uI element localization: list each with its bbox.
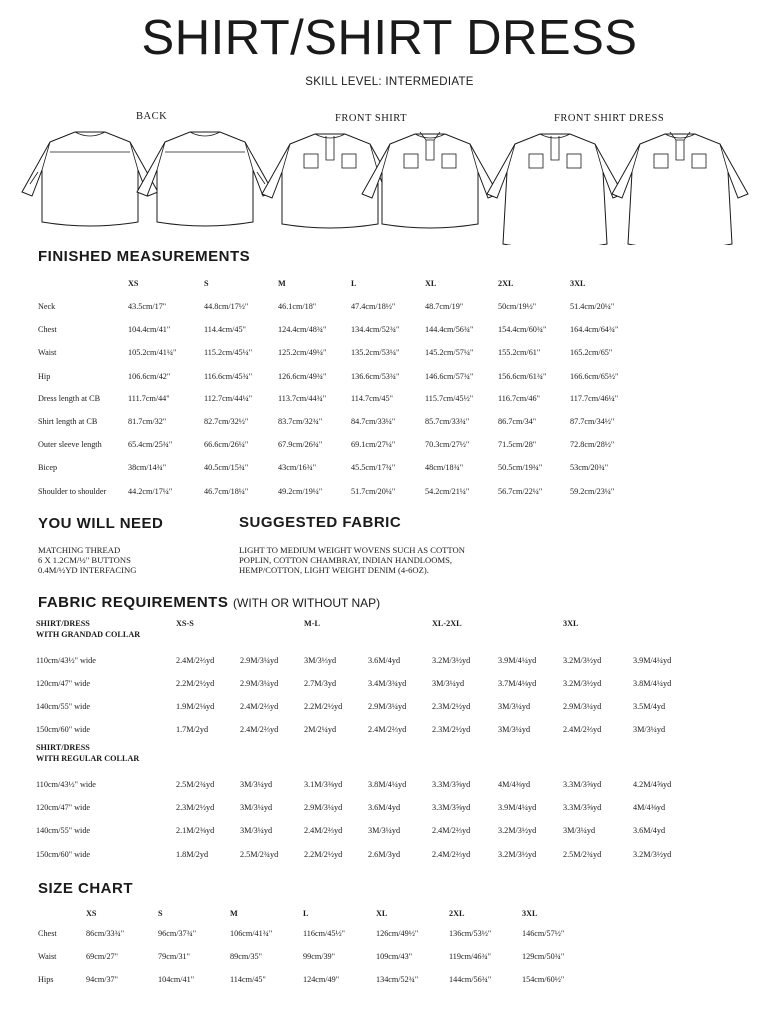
fabric-amount: 2M/2¼yd: [304, 725, 337, 734]
you-will-need-heading: YOU WILL NEED: [38, 515, 164, 532]
fabric-amount: 2.3M/2½yd: [432, 725, 471, 734]
fabric-width-label: 120cm/47" wide: [36, 679, 91, 688]
fabric-amount: 2.4M/2⅔yd: [176, 656, 215, 665]
you-will-need-list: [38, 545, 228, 575]
measurement-value: 51.7cm/20¼": [351, 487, 396, 496]
fabric-amount: 1.9M/2⅛yd: [176, 702, 215, 711]
fabric-amount: 2.4M/2⅔yd: [240, 702, 279, 711]
fabric-amount: 3.3M/3⅝yd: [563, 803, 602, 812]
measurement-value: 47.4cm/18½": [351, 302, 396, 311]
body-measurement-value: 144cm/56¾": [449, 975, 492, 984]
body-measurement-value: 116cm/45½": [303, 929, 345, 938]
fabric-amount: 2.4M/2⅔yd: [368, 725, 407, 734]
fabric-line: HEMP/COTTON, LIGHT WEIGHT DENIM (4-6OZ).: [239, 565, 429, 575]
size-column-header: M: [278, 279, 286, 288]
body-measurement-value: 134cm/52¾": [376, 975, 419, 984]
body-measurement-value: 119cm/46¾": [449, 952, 491, 961]
fabric-width-label: 120cm/47" wide: [36, 803, 91, 812]
fabric-requirements-heading: [38, 594, 380, 611]
fabric-amount: 3.6M/4yd: [368, 656, 401, 665]
fabric-amount: 2.2M/2½yd: [304, 702, 343, 711]
fabric-amount: 2.9M/3¼yd: [563, 702, 602, 711]
body-measurement-value: 114cm/45": [230, 975, 266, 984]
measurement-value: 144.4cm/56¾": [425, 325, 474, 334]
body-measurement-value: 106cm/41¾": [230, 929, 273, 938]
measurement-value: 135.2cm/53¼": [351, 348, 400, 357]
fabric-amount: 4M/4⅜yd: [498, 780, 531, 789]
measurement-value: 84.7cm/33¼": [351, 417, 396, 426]
fabric-amount: 3M/3¼yd: [368, 826, 401, 835]
collar-section-title: SHIRT/DRESS: [36, 619, 90, 628]
fabric-amount: 2.2M/2½yd: [304, 850, 343, 859]
measurement-value: 106.6cm/42": [128, 372, 171, 381]
measurement-value: 43.5cm/17": [128, 302, 167, 311]
fabric-amount: 2.3M/2½yd: [176, 803, 215, 812]
body-measurement-label: Chest: [38, 929, 57, 938]
measurement-label: Hip: [38, 372, 51, 381]
measurement-label: Outer sleeve length: [38, 440, 102, 449]
measurement-value: 154.4cm/60¾": [498, 325, 547, 334]
skill-level: SKILL LEVEL: INTERMEDIATE: [305, 76, 474, 88]
fabric-amount: 4M/4⅜yd: [633, 803, 666, 812]
fabric-amount: 3.5M/4yd: [633, 702, 666, 711]
fabric-amount: 3.2M/3½yd: [432, 656, 471, 665]
body-measurement-label: Hips: [38, 975, 54, 984]
fabric-amount: 3.3M/3⅝yd: [563, 780, 602, 789]
measurement-value: 164.4cm/64¾": [570, 325, 619, 334]
fabric-amount: 2.4M/2⅔yd: [304, 826, 343, 835]
fabric-amount: 1.8M/2yd: [176, 850, 209, 859]
body-measurement-value: 79cm/31": [158, 952, 190, 961]
measurement-value: 115.7cm/45½": [425, 394, 474, 403]
fabric-width-label: 150cm/60" wide: [36, 850, 91, 859]
fabric-amount: 3M/3¼yd: [240, 826, 273, 835]
fabric-amount: 3.7M/4⅛yd: [498, 679, 537, 688]
measurement-label: Neck: [38, 302, 56, 311]
need-line: 0.4M/½YD INTERFACING: [38, 565, 137, 575]
measurement-value: 114.7cm/45": [351, 394, 393, 403]
fabric-amount: 2.5M/2¾yd: [563, 850, 602, 859]
fabric-requirements-title: FABRIC REQUIREMENTS: [38, 594, 229, 611]
body-measurement-value: 124cm/49": [303, 975, 340, 984]
measurement-label: Shoulder to shoulder: [38, 487, 107, 496]
suggested-fabric-heading: SUGGESTED FABRIC: [239, 514, 402, 531]
size-group-header: XS-S: [176, 619, 194, 628]
fabric-amount: 2.3M/2½yd: [432, 702, 471, 711]
measurement-value: 46.7cm/18¼": [204, 487, 249, 496]
fabric-amount: 3.3M/3⅝yd: [432, 803, 471, 812]
measurement-value: 87.7cm/34½": [570, 417, 615, 426]
measurement-value: 115.2cm/45¼": [204, 348, 253, 357]
fabric-amount: 3.1M/3⅜yd: [304, 780, 343, 789]
size-column-header: XL: [376, 909, 388, 918]
measurement-label: Waist: [38, 348, 57, 357]
fabric-amount: 3M/3¼yd: [633, 725, 666, 734]
measurement-value: 146.6cm/57¾": [425, 372, 474, 381]
fabric-amount: 2.4M/2⅔yd: [432, 826, 471, 835]
fabric-amount: 3.6M/4yd: [633, 826, 666, 835]
body-measurement-value: 86cm/33¾": [86, 929, 125, 938]
fabric-amount: 4.2M/4⅝yd: [633, 780, 672, 789]
measurement-value: 86.7cm/34": [498, 417, 537, 426]
fabric-width-label: 110cm/43½" wide: [36, 656, 96, 665]
size-chart-heading: SIZE CHART: [38, 880, 133, 897]
size-column-header: L: [303, 909, 309, 918]
measurement-value: 104.4cm/41": [128, 325, 171, 334]
figure-label-front-shirt: FRONT SHIRT: [335, 113, 408, 124]
measurement-label: Shirt length at CB: [38, 417, 98, 426]
measurement-value: 38cm/14¾": [128, 463, 167, 472]
measurement-value: 82.7cm/32½": [204, 417, 249, 426]
measurement-value: 134.4cm/52¾": [351, 325, 400, 334]
measurement-value: 48cm/18¾": [425, 463, 464, 472]
garment-illustrations: [0, 120, 779, 245]
measurement-value: 72.8cm/28½": [570, 440, 615, 449]
figure-label-front-shirt-dress: FRONT SHIRT DRESS: [554, 113, 665, 124]
fabric-amount: 3.4M/3¾yd: [368, 679, 407, 688]
fabric-amount: 3.9M/4¼yd: [633, 656, 672, 665]
measurement-value: 43cm/16¾": [278, 463, 317, 472]
fabric-amount: 3.2M/3½yd: [563, 679, 602, 688]
fabric-amount: 2.4M/2⅔yd: [240, 725, 279, 734]
measurement-value: 112.7cm/44¼": [204, 394, 253, 403]
fabric-width-label: 150cm/60" wide: [36, 725, 91, 734]
body-measurement-value: 126cm/49½": [376, 929, 419, 938]
measurement-label: Bicep: [38, 463, 58, 472]
measurement-value: 125.2cm/49¼": [278, 348, 327, 357]
size-column-header: XS: [128, 279, 139, 288]
fabric-amount: 3.3M/3⅝yd: [432, 780, 471, 789]
body-measurement-value: 89cm/35": [230, 952, 262, 961]
size-column-header: 2XL: [449, 909, 465, 918]
fabric-amount: 2.7M/3yd: [304, 679, 337, 688]
back-shirt-illustration-2: [137, 132, 273, 226]
measurement-value: 156.6cm/61¾": [498, 372, 547, 381]
fabric-line: POPLIN, COTTON CHAMBRAY, INDIAN HANDLOOMS,: [239, 555, 453, 565]
size-column-header: M: [230, 909, 238, 918]
measurement-value: 81.7cm/32": [128, 417, 167, 426]
fabric-amount: 3M/3¼yd: [240, 780, 273, 789]
body-measurement-value: 104cm/41": [158, 975, 195, 984]
body-measurement-value: 69cm/27": [86, 952, 118, 961]
measurement-value: 67.9cm/26¾": [278, 440, 323, 449]
fabric-width-label: 110cm/43½" wide: [36, 780, 96, 789]
body-measurement-value: 136cm/53½": [449, 929, 492, 938]
fabric-amount: 3.8M/4¼yd: [633, 679, 672, 688]
body-measurement-value: 99cm/39": [303, 952, 335, 961]
fabric-amount: 2.1M/2⅜yd: [176, 826, 215, 835]
measurement-value: 56.7cm/22¼": [498, 487, 543, 496]
measurement-value: 49.2cm/19¼": [278, 487, 323, 496]
page-title: SHIRT/SHIRT DRESS: [141, 11, 638, 65]
body-measurement-label: Waist: [38, 952, 57, 961]
size-group-header: M-L: [304, 619, 320, 628]
measurement-value: 51.4cm/20¼": [570, 302, 615, 311]
measurement-value: 116.7cm/46": [498, 394, 540, 403]
fabric-amount: 2.4M/2⅔yd: [563, 725, 602, 734]
measurement-value: 71.5cm/28": [498, 440, 537, 449]
measurement-value: 111.7cm/44": [128, 394, 170, 403]
size-column-header: S: [204, 279, 209, 288]
collar-section-title: WITH GRANDAD COLLAR: [36, 630, 141, 639]
measurement-value: 116.6cm/45¾": [204, 372, 253, 381]
measurement-value: 50cm/19½": [498, 302, 537, 311]
fabric-amount: 3M/3¼yd: [563, 826, 596, 835]
finished-measurements-heading: FINISHED MEASUREMENTS: [38, 248, 251, 265]
fabric-amount: 3M/3¼yd: [498, 725, 531, 734]
body-measurement-value: 109cm/43": [376, 952, 413, 961]
size-column-header: S: [158, 909, 163, 918]
body-measurement-value: 96cm/37¾": [158, 929, 197, 938]
size-column-header: L: [351, 279, 357, 288]
need-line: 6 X 1.2CM/½" BUTTONS: [38, 555, 131, 565]
front-dress-illustration-1: [487, 134, 623, 245]
fabric-amount: 3.2M/3½yd: [498, 826, 537, 835]
back-shirt-illustration-1: [22, 132, 158, 226]
measurement-value: 65.4cm/25¾": [128, 440, 173, 449]
measurement-value: 40.5cm/15¾": [204, 463, 249, 472]
fabric-amount: 3M/3¼yd: [432, 679, 465, 688]
fabric-amount: 3M/3¼yd: [498, 702, 531, 711]
measurement-value: 165.2cm/65": [570, 348, 613, 357]
fabric-amount: 2.9M/3¼yd: [368, 702, 407, 711]
measurement-value: 54.2cm/21¼": [425, 487, 470, 496]
fabric-amount: 3.6M/4yd: [368, 803, 401, 812]
body-measurement-value: 146cm/57½": [522, 929, 565, 938]
fabric-amount: 3M/3¼yd: [240, 803, 273, 812]
measurement-value: 70.3cm/27½": [425, 440, 470, 449]
fabric-amount: 1.7M/2yd: [176, 725, 209, 734]
measurement-value: 50.5cm/19¾": [498, 463, 543, 472]
fabric-amount: 2.5M/2¾yd: [240, 850, 279, 859]
measurement-value: 44.2cm/17¼": [128, 487, 173, 496]
fabric-amount: 2.9M/3¼yd: [240, 656, 279, 665]
measurement-label: Chest: [38, 325, 57, 334]
measurement-value: 145.2cm/57¼": [425, 348, 474, 357]
figure-label-back: BACK: [136, 111, 168, 122]
size-column-header: XS: [86, 909, 97, 918]
measurement-value: 113.7cm/44¾": [278, 394, 327, 403]
body-measurement-value: 154cm/60½": [522, 975, 565, 984]
need-line: MATCHING THREAD: [38, 545, 121, 555]
size-column-header: XL: [425, 279, 437, 288]
suggested-fabric-text: [239, 545, 559, 575]
measurement-value: 59.2cm/23¼": [570, 487, 615, 496]
measurement-value: 69.1cm/27¼": [351, 440, 396, 449]
measurement-label: Dress length at CB: [38, 394, 101, 403]
measurement-value: 136.6cm/53¾": [351, 372, 400, 381]
collar-section-title: SHIRT/DRESS: [36, 743, 90, 752]
size-column-header: 3XL: [522, 909, 538, 918]
measurement-value: 44.8cm/17½": [204, 302, 249, 311]
front-shirt-illustration-2: [362, 132, 498, 228]
front-dress-illustration-2: [612, 132, 748, 245]
size-group-header: 3XL: [563, 619, 579, 628]
fabric-amount: 3.9M/4¼yd: [498, 803, 537, 812]
fabric-amount: 3.8M/4¼yd: [368, 780, 407, 789]
collar-section-title: WITH REGULAR COLLAR: [36, 754, 140, 763]
fabric-amount: 2.9M/3¼yd: [304, 803, 343, 812]
measurement-value: 66.6cm/26¼": [204, 440, 249, 449]
fabric-width-label: 140cm/55" wide: [36, 702, 91, 711]
size-group-header: XL-2XL: [432, 619, 462, 628]
body-measurement-value: 94cm/37": [86, 975, 118, 984]
fabric-amount: 2.9M/3¼yd: [240, 679, 279, 688]
measurement-value: 114.4cm/45": [204, 325, 246, 334]
fabric-width-label: 140cm/55" wide: [36, 826, 91, 835]
fabric-amount: 3.9M/4¼yd: [498, 656, 537, 665]
fabric-amount: 2.2M/2½yd: [176, 679, 215, 688]
measurement-value: 48.7cm/19": [425, 302, 464, 311]
measurement-value: 126.6cm/49¾": [278, 372, 327, 381]
measurement-value: 105.2cm/41¼": [128, 348, 177, 357]
fabric-amount: 2.4M/2⅔yd: [432, 850, 471, 859]
size-column-header: 2XL: [498, 279, 514, 288]
fabric-amount: 3.2M/3½yd: [633, 850, 672, 859]
measurement-value: 85.7cm/33¾": [425, 417, 470, 426]
fabric-amount: 3M/3⅓yd: [304, 656, 337, 665]
fabric-amount: 3.2M/3½yd: [563, 656, 602, 665]
fabric-amount: 3.2M/3½yd: [498, 850, 537, 859]
fabric-amount: 2.6M/3yd: [368, 850, 401, 859]
fabric-line: LIGHT TO MEDIUM WEIGHT WOVENS SUCH AS COTTON: [239, 545, 465, 555]
measurement-value: 117.7cm/46¼": [570, 394, 619, 403]
fabric-amount: 2.5M/2¾yd: [176, 780, 215, 789]
measurement-value: 155.2cm/61": [498, 348, 541, 357]
measurement-value: 45.5cm/17¾": [351, 463, 396, 472]
fabric-requirements-note: (WITH OR WITHOUT NAP): [233, 596, 381, 610]
measurement-value: 124.4cm/48¾": [278, 325, 327, 334]
measurement-value: 53cm/20¾": [570, 463, 609, 472]
measurement-value: 46.1cm/18": [278, 302, 317, 311]
measurement-value: 83.7cm/32¾": [278, 417, 323, 426]
size-column-header: 3XL: [570, 279, 586, 288]
body-measurement-value: 129cm/50¾": [522, 952, 565, 961]
measurement-value: 166.6cm/65½": [570, 372, 619, 381]
